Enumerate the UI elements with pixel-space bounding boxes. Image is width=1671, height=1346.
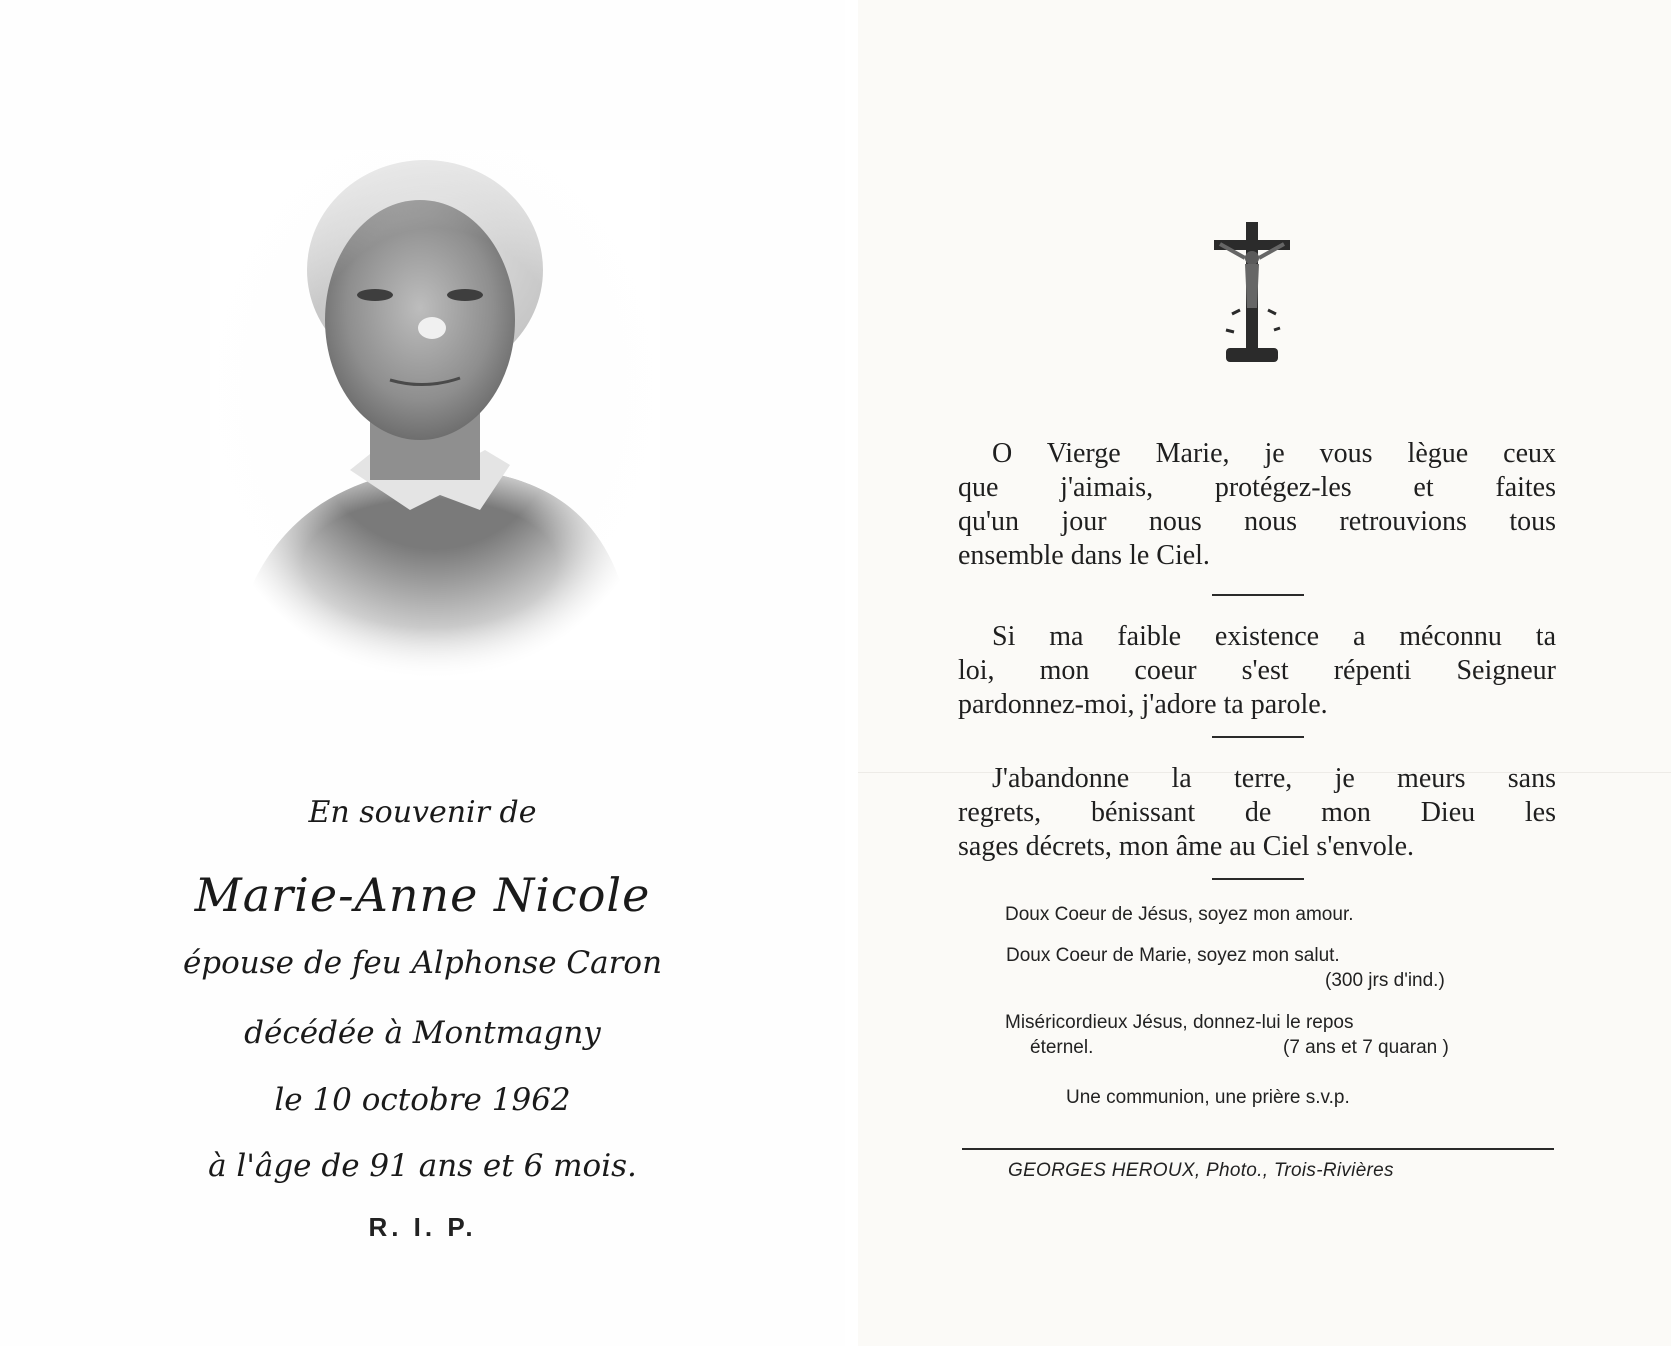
spouse-line: épouse de feu Alphonse Caron	[182, 945, 663, 981]
prayer-line: sages décrets, mon âme au Ciel s'envole.	[958, 831, 1415, 862]
prayer-request: Une communion, une prière s.v.p.	[1066, 1087, 1350, 1108]
separator-rule	[1212, 594, 1304, 596]
in-memory-heading: En souvenir de	[308, 795, 537, 830]
prayer-line: ensemble dans le Ciel.	[958, 540, 1210, 571]
prayer-line: pardonnez-moi, j'adore ta parole.	[958, 689, 1328, 720]
footer-rule	[962, 1148, 1554, 1150]
prayer-line: qu'un jour nous nous retrouvions tous	[958, 506, 1556, 537]
separator-rule	[1212, 878, 1304, 880]
prayer-line: O Vierge Marie, je vous lègue ceux	[992, 438, 1556, 469]
separator-rule	[1212, 736, 1304, 738]
invocation-merciful-jesus: Miséricordieux Jésus, donnez-lui le repos	[1005, 1012, 1354, 1033]
death-place: décédée à Montmagny	[244, 1015, 601, 1051]
photographer-credit: GEORGES HEROUX, Photo., Trois-Rivières	[1008, 1160, 1394, 1181]
crucifix-icon	[1212, 218, 1292, 378]
death-date: le 10 octobre 1962	[274, 1082, 571, 1118]
prayer-line: regrets, bénissant de mon Dieu les	[958, 797, 1556, 828]
deceased-name: Marie-Anne Nicole	[194, 868, 651, 922]
rip-inscription: R. I. P.	[368, 1212, 477, 1242]
invocation-heart-of-mary: Doux Coeur de Marie, soyez mon salut.	[1006, 945, 1340, 966]
invocation-merciful-jesus-cont: éternel.	[1030, 1037, 1094, 1058]
prayer-line: J'abandonne la terre, je meurs sans	[992, 763, 1556, 794]
prayer-repentance	[958, 620, 1556, 722]
invocation-sacred-heart: Doux Coeur de Jésus, soyez mon amour.	[1005, 904, 1354, 925]
age-at-death: à l'âge de 91 ans et 6 mois.	[208, 1148, 637, 1184]
prayer-line: que j'aimais, protégez-les et faites	[958, 472, 1556, 503]
card-separator	[845, 0, 858, 1346]
prayer-virgin-mary	[958, 437, 1556, 573]
prayer-line: loi, mon coeur s'est répenti Seigneur	[958, 655, 1556, 686]
indulgence-note: (7 ans et 7 quaran )	[1283, 1037, 1449, 1058]
indulgence-note: (300 jrs d'ind.)	[1325, 970, 1445, 991]
prayer-farewell	[958, 762, 1556, 864]
portrait-photo	[210, 150, 660, 680]
prayer-line: Si ma faible existence a méconnu ta	[992, 621, 1556, 652]
